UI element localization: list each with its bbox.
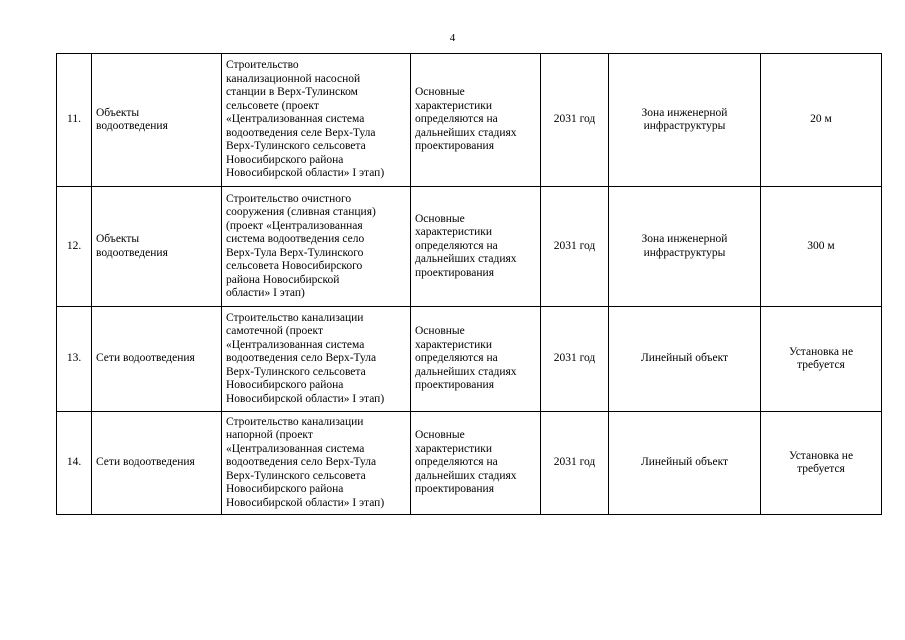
- cell-text-line: дальнейших стадиях: [415, 126, 517, 139]
- cell-text-line: характеристики: [415, 442, 493, 455]
- cell-text-line: «Централизованная система: [226, 113, 365, 126]
- cell-text-line: проектирования: [415, 379, 494, 392]
- cell-text-line: Зона инженерной: [641, 106, 728, 119]
- cell-text-line: проектирования: [415, 266, 494, 279]
- cell-text-line: инфраструктуры: [643, 120, 726, 132]
- cell-text-line: определяются на: [415, 352, 498, 365]
- cell-text-line: самотечной (проект: [226, 325, 323, 338]
- cell-text-line: Верх-Тулинского сельсовета: [226, 140, 366, 153]
- protection-zone-cell: [761, 412, 882, 515]
- characteristics-cell: [411, 54, 541, 187]
- cell-text-line: Строительство канализации: [226, 415, 364, 428]
- protection-zone-cell: [761, 187, 882, 307]
- year-cell: 2031 год: [541, 54, 609, 187]
- cell-text-line: характеристики: [415, 99, 493, 112]
- cell-text-line: Верх-Тулинского сельсовета: [226, 365, 366, 378]
- cell-text-line: Новосибирской области» I этап): [226, 167, 385, 180]
- cell-text-line: сельсовете (проект: [226, 99, 319, 112]
- cell-text-line: района Новосибирской: [226, 273, 340, 286]
- objects-table: [56, 53, 882, 515]
- cell-text-line: дальнейших стадиях: [415, 253, 517, 266]
- cell-text-line: водоотведения село Верх-Тула: [226, 352, 377, 365]
- cell-text-line: водоотведения селе Верх-Тула: [226, 126, 376, 139]
- cell-text-line: Установка не: [788, 449, 854, 462]
- cell-text-line: Сети водоотведения: [96, 456, 195, 469]
- object-type-cell: [92, 187, 222, 307]
- row-number-cell: 11.: [57, 54, 92, 187]
- cell-text-line: система водоотведения село: [226, 233, 365, 245]
- table-body: [57, 54, 882, 515]
- cell-text-line: Основные: [415, 325, 465, 338]
- cell-text-line: Новосибирского района: [226, 153, 344, 166]
- cell-text-line: водоотведения село Верх-Тула: [226, 456, 377, 469]
- cell-text-line: Линейный объект: [640, 352, 729, 365]
- cell-text-line: области» I этап): [226, 287, 305, 299]
- cell-text-line: 300 м: [807, 239, 835, 252]
- cell-text-line: Новосибирской области» I этап): [226, 392, 385, 405]
- characteristics-cell: [411, 307, 541, 412]
- cell-text-line: «Централизованная система: [226, 442, 365, 455]
- cell-text-line: Новосибирской области» I этап): [226, 496, 385, 509]
- object-type-cell: [92, 412, 222, 515]
- cell-text-line: проектирования: [415, 140, 494, 153]
- cell-text-line: проектирования: [415, 483, 494, 496]
- object-name-cell: [222, 187, 411, 307]
- cell-text-line: Верх-Тула Верх-Тулинского: [226, 246, 364, 259]
- characteristics-cell: [411, 187, 541, 307]
- cell-text-line: определяются на: [415, 239, 498, 252]
- zone-cell: [609, 187, 761, 307]
- zone-cell: [609, 307, 761, 412]
- table-row: [57, 307, 882, 412]
- cell-text-line: характеристики: [415, 338, 493, 351]
- protection-zone-cell: [761, 307, 882, 412]
- cell-text-line: напорной (проект: [226, 429, 313, 442]
- cell-text-line: станции в Верх-Тулинском: [226, 86, 358, 99]
- protection-zone-cell: [761, 54, 882, 187]
- table-row: [57, 187, 882, 307]
- cell-text-line: «Централизованная система: [226, 338, 365, 351]
- object-name-cell: [222, 412, 411, 515]
- cell-text-line: Новосибирского района: [226, 379, 344, 392]
- zone-cell: [609, 54, 761, 187]
- cell-text-line: Линейный объект: [640, 456, 729, 469]
- cell-text-line: определяются на: [415, 456, 498, 469]
- row-number-cell: 12.: [57, 187, 92, 307]
- cell-text-line: Зона инженерной: [641, 233, 728, 245]
- cell-text-line: Объекты: [96, 106, 140, 119]
- cell-text-line: дальнейших стадиях: [415, 469, 517, 482]
- cell-text-line: характеристики: [415, 226, 493, 239]
- zone-cell: [609, 412, 761, 515]
- cell-text-line: канализационной насосной: [226, 72, 361, 85]
- table-row: [57, 54, 882, 187]
- cell-text-line: Основные: [415, 86, 465, 99]
- cell-text-line: Объекты: [96, 233, 140, 245]
- cell-text-line: Основные: [415, 212, 465, 225]
- cell-text-line: водоотведения: [96, 120, 168, 132]
- object-name-cell: [222, 307, 411, 412]
- year-cell: 2031 год: [541, 412, 609, 515]
- cell-text-line: требуется: [797, 463, 845, 475]
- year-cell: 2031 год: [541, 187, 609, 307]
- cell-text-line: требуется: [797, 359, 845, 371]
- table-row: [57, 412, 882, 515]
- row-number-cell: 13.: [57, 307, 92, 412]
- cell-text-line: 20 м: [810, 113, 832, 126]
- year-cell: 2031 год: [541, 307, 609, 412]
- cell-text-line: Установка не: [788, 345, 854, 358]
- cell-text-line: Верх-Тулинского сельсовета: [226, 469, 366, 482]
- cell-text-line: сооружения (сливная станция): [226, 206, 376, 218]
- cell-text-line: Строительство канализации: [226, 311, 364, 324]
- object-type-cell: [92, 307, 222, 412]
- cell-text-line: Сети водоотведения: [96, 352, 195, 365]
- cell-text-line: определяются на: [415, 113, 498, 126]
- cell-text-line: инфраструктуры: [643, 246, 726, 259]
- cell-text-line: сельсовета Новосибирского: [226, 260, 363, 272]
- object-name-cell: [222, 54, 411, 187]
- cell-text-line: (проект «Централизованная: [226, 219, 363, 232]
- cell-text-line: Строительство очистного: [226, 192, 352, 205]
- cell-text-line: водоотведения: [96, 246, 168, 259]
- characteristics-cell: [411, 412, 541, 515]
- object-type-cell: [92, 54, 222, 187]
- row-number-cell: 14.: [57, 412, 92, 515]
- cell-text-line: Новосибирского района: [226, 483, 344, 496]
- cell-text-line: дальнейших стадиях: [415, 365, 517, 378]
- page-number: 4: [449, 32, 456, 44]
- cell-text-line: Основные: [415, 429, 465, 442]
- cell-text-line: Строительство: [226, 59, 299, 72]
